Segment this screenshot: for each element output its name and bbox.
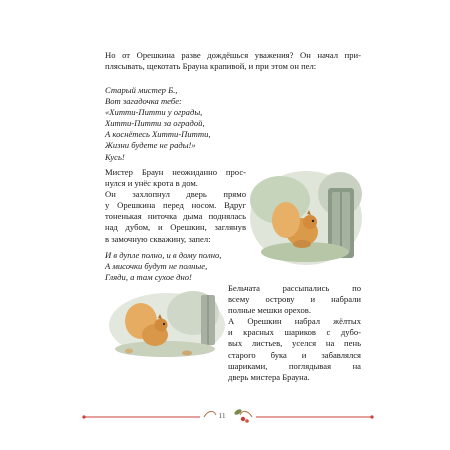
page-number: 11 — [218, 411, 226, 420]
text-line: полные мешки орехов. — [228, 305, 311, 316]
text-line: Но от Орешкина разве дождёшься уважения? Он начал при- — [105, 50, 361, 60]
text-line: в замочную скважину, запел: — [105, 233, 211, 244]
paragraph-brown — [105, 167, 246, 245]
illustration-squirrel-with-post — [107, 283, 227, 361]
text-line: и красных шариков с дубо- — [228, 327, 361, 338]
text-line: шариками, поглядывая на — [228, 360, 361, 371]
text-line: нулся и унёс крота в дом. — [105, 178, 198, 189]
text-line: вых листьев, уселся на пень — [228, 338, 361, 349]
text-line: плясывать, щекотать Брауна крапивой, и при этом он пел: — [105, 61, 317, 72]
verse-line: Кусь! — [105, 151, 125, 162]
verse-line: И в дупле полно, и в дому полно, — [105, 250, 222, 260]
verse-line: Гляди, а там сухое дно! — [105, 272, 192, 283]
verse-line: Вот загадочка тебе: — [105, 96, 182, 107]
song-verse-1 — [105, 85, 305, 163]
verse-line: «Хитти-Питти у ограды, — [105, 107, 203, 118]
text-line: дверь мистера Брауна. — [228, 371, 310, 382]
text-line: всему острову и набрали — [228, 294, 361, 305]
text-line: А Орешкин набрал жёлтых — [228, 316, 361, 327]
verse-line: Старый мистер Б., — [105, 85, 178, 95]
text-line: Он захлопнул дверь прямо — [105, 189, 246, 200]
text-line: Мистер Браун неожиданно прос- — [105, 167, 246, 177]
text-line: тоненькая ниточка дыма поднялась — [105, 211, 246, 222]
text-line: над дубом, и Орешкин, заглянув — [105, 222, 246, 233]
verse-line: А мисочки будут не полные, — [105, 261, 208, 272]
paragraph-intro — [105, 50, 361, 72]
verse-line: Жизни будете не рады!» — [105, 140, 196, 151]
text-line: у Орешкина перед носом. Вдруг — [105, 200, 246, 211]
illustration-squirrel-at-door — [250, 170, 362, 265]
verse-line: Хитти-Питти за оградой, — [105, 118, 205, 129]
verse-line: А коснётесь Хитти-Питти, — [105, 129, 211, 140]
paragraph-squirrels — [228, 283, 361, 383]
text-line: Бельчата рассыпались по — [228, 283, 361, 293]
text-line: старого бука и забавлялся — [228, 349, 361, 360]
